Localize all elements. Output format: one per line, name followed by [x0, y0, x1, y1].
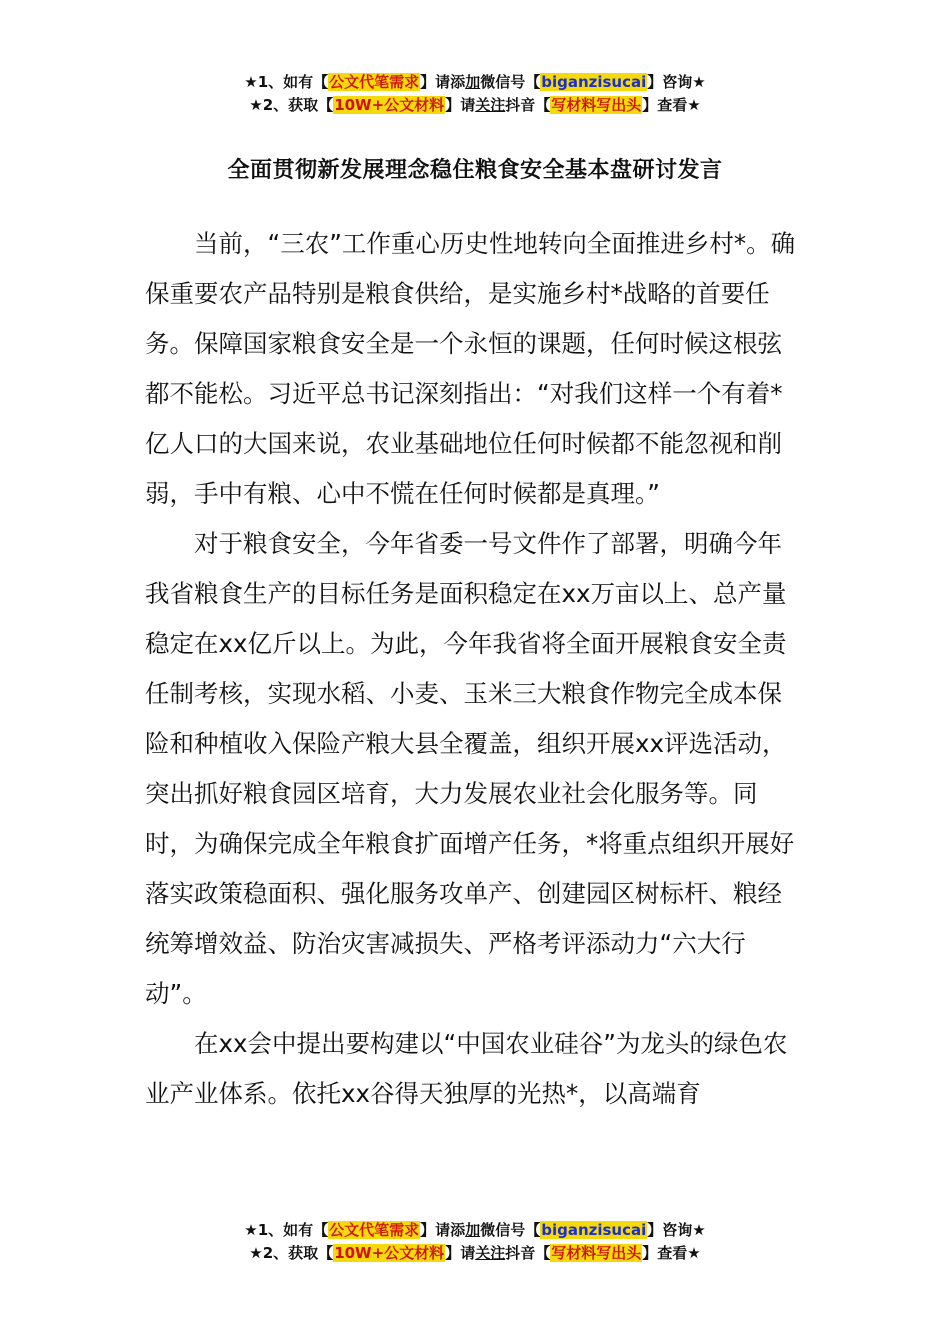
promo-line-2: ★2、获取【10W+公文材料】请关注抖音【写材料写出头】查看★: [249, 96, 701, 114]
douyin-account: 写材料写出头: [551, 96, 642, 114]
promo-banner-top: [0, 71, 950, 117]
promo-highlight: 公文代笔需求: [329, 1221, 420, 1239]
paragraph: 在xx会中提出要构建以“中国农业硅谷”为龙头的绿色农业产业体系。依托xx谷得天独厚的光热*，以高端育: [145, 1029, 788, 1108]
promo-highlight: 10W+公文材料: [334, 96, 445, 114]
promo-highlight: 公文代笔需求: [329, 73, 420, 91]
document-title: 全面贯彻新发展理念稳住粮食安全基本盘研讨发言: [227, 158, 723, 183]
paragraph: 当前，“三农”工作重心历史性地转向全面推进乡村*。确保重要农产品特别是粮食供给，是实施乡村*战略的首要任务。保障国家粮食安全是一个永恒的课题，任何时候这根弦都不能松。习近平总书记深刻指出：“对我们这样一个有着*亿人口的大国来说，农业基础地位任何时候都不能忽视和削弱，手中有粮、心中不慌在任何时候都是真理。”: [145, 229, 796, 508]
paragraph: 对于粮食安全，今年省委一号文件作了部署，明确今年我省粮食生产的目标任务是面积稳定在xx万亩以上、总产量稳定在xx亿斤以上。为此，今年我省将全面开展粮食安全责任制考核，实现水稻、小麦、玉米三大粮食作物完全成本保险和种植收入保险产粮大县全覆盖，组织开展xx评选活动，突出抓好粮食园区培育，大力发展农业社会化服务等。同时，为确保完成全年粮食扩面增产任务，*将重点组织开展好落实政策稳面积、强化服务攻单产、创建园区树标杆、粮经统筹增效益、防治灾害减损失、严格考评添动力“六大行动”。: [145, 529, 795, 1008]
douyin-account: 写材料写出头: [551, 1244, 642, 1262]
promo-line-1: ★1、如有【公文代笔需求】请添加微信号【biganzisucai】咨询★: [244, 73, 706, 91]
promo-line-2: ★2、获取【10W+公文材料】请关注抖音【写材料写出头】查看★: [249, 1244, 701, 1262]
wechat-id: biganzisucai: [541, 1221, 647, 1239]
promo-line-1: ★1、如有【公文代笔需求】请添加微信号【biganzisucai】咨询★: [244, 1221, 706, 1239]
promo-banner-bottom: [0, 1219, 950, 1265]
promo-highlight: 10W+公文材料: [334, 1244, 445, 1262]
document-body: [145, 219, 805, 1119]
wechat-id: biganzisucai: [541, 73, 647, 91]
